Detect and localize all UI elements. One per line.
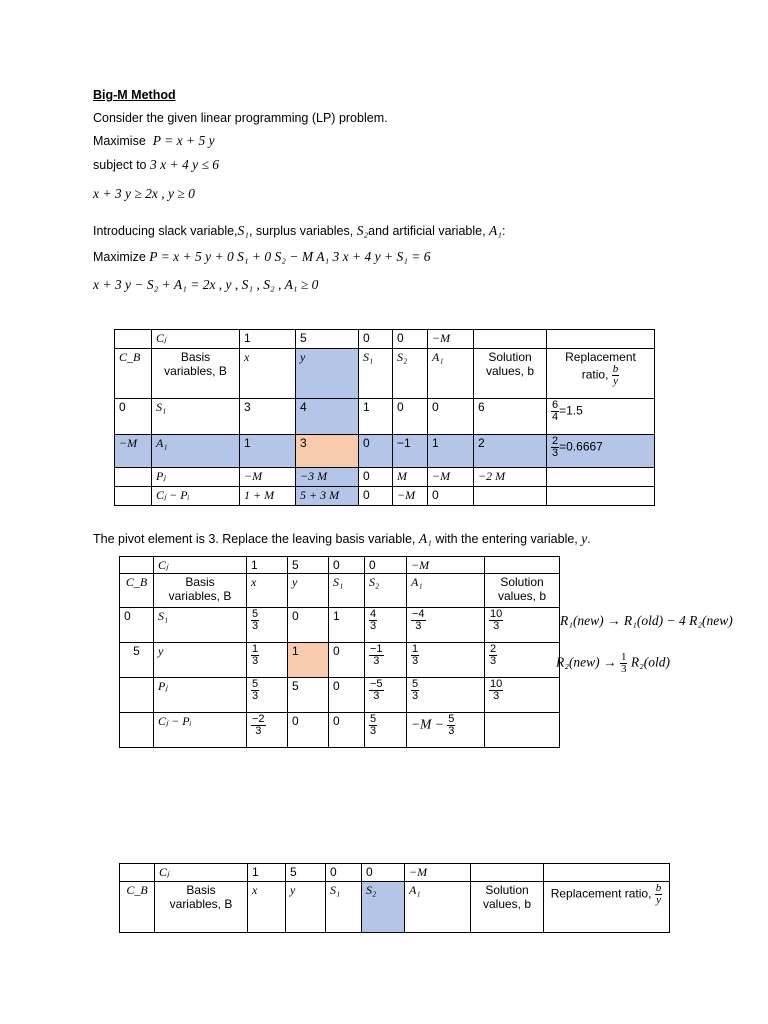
fraction (489, 679, 503, 702)
cell-ratio-header (547, 349, 655, 399)
denominator: y (656, 894, 661, 906)
pivot-text-b: with the entering variable, (435, 532, 578, 546)
cell (407, 678, 485, 713)
numerator: b (612, 363, 619, 375)
numerator: 1 (620, 651, 627, 663)
cell: 3 (240, 399, 296, 435)
fraction (369, 644, 384, 667)
cell (547, 330, 655, 349)
cell (485, 713, 560, 748)
cell: Basis variables, B (152, 349, 240, 399)
cell (115, 330, 152, 349)
denominator: 3 (415, 620, 422, 632)
fraction (251, 679, 259, 702)
cell: 0 (393, 330, 428, 349)
cell: Cⱼ (152, 330, 240, 349)
cell: −1 (393, 435, 428, 468)
cell: Pⱼ (152, 468, 240, 487)
cell-ratio (547, 399, 655, 435)
cell (247, 643, 288, 678)
denominator: 3 (252, 620, 259, 632)
ratio-value: =0.6667 (559, 439, 603, 454)
cell: 0 (115, 399, 152, 435)
cell (485, 643, 560, 678)
cell: C_B (120, 574, 154, 608)
pivot-sentence (93, 531, 591, 547)
intro2-line (93, 223, 505, 239)
intro-text: Consider the given linear programming (LP) problem. (93, 111, 388, 125)
fraction (251, 609, 259, 632)
cell: 1 (240, 330, 296, 349)
table1-row-cj (115, 330, 655, 349)
cell: 6 (474, 399, 547, 435)
cell: x (240, 349, 296, 399)
cell (120, 678, 154, 713)
ratio-label: Replacement ratio, (565, 350, 636, 382)
subject-label: subject to (93, 158, 147, 172)
cell-pivot-column: 5 + 3 M (296, 487, 359, 506)
table1-row-pj (115, 468, 655, 487)
cell-pivot-column: S₂ (362, 882, 405, 933)
pivot-a1: A₁ (418, 531, 432, 546)
cell: 0 (428, 487, 474, 506)
fraction (447, 714, 455, 737)
row-op2-suffix: R₂(old) (630, 654, 670, 670)
maximize-label: Maximize (93, 250, 146, 264)
cell: −M (407, 557, 485, 574)
numerator: 5 (252, 608, 259, 620)
intro2-a1: A₁ (489, 223, 502, 238)
simplex-table-3 (119, 863, 670, 933)
cell: 0 (393, 399, 428, 435)
cell: −2 M (474, 468, 547, 487)
numerator: 10 (490, 608, 503, 620)
denominator: 3 (552, 447, 559, 459)
intro2-text-d: : (502, 224, 506, 238)
pivot-text-c: . (587, 532, 591, 546)
table1-row-cj-pi (115, 487, 655, 506)
cell: 1 (240, 435, 296, 468)
denominator: 3 (255, 725, 262, 737)
cell: S₂ (393, 349, 428, 399)
numerator: 2 (552, 435, 559, 447)
cell: 0 (359, 487, 393, 506)
constraint-line-1 (93, 157, 219, 173)
table2-row-y (120, 643, 560, 678)
cell (544, 864, 670, 882)
cell: Cⱼ (154, 557, 247, 574)
cell-pivot-element: 3 (296, 435, 359, 468)
table3-row-cj (120, 864, 670, 882)
cell: 1 (428, 435, 474, 468)
numerator: 1 (252, 643, 259, 655)
denominator: 3 (252, 690, 259, 702)
cell: Solution values, b (485, 574, 560, 608)
cell: 0 (359, 468, 393, 487)
cell: S₁ (152, 399, 240, 435)
cell: S₁ (326, 882, 362, 933)
cell (120, 557, 154, 574)
fraction (369, 714, 377, 737)
cell (547, 487, 655, 506)
table2-row-cj-pi (120, 713, 560, 748)
cell: −M (428, 468, 474, 487)
cell: 0 (428, 399, 474, 435)
fraction (612, 364, 620, 387)
numerator: 10 (490, 678, 503, 690)
expr-prefix: −M − (411, 716, 444, 732)
table1-row-header (115, 349, 655, 399)
intro2-text-c: and artificial variable, (368, 224, 486, 238)
denominator: y (613, 375, 618, 387)
denominator: 3 (370, 620, 377, 632)
cell (547, 468, 655, 487)
cell: M (393, 468, 428, 487)
denominator: 3 (620, 663, 627, 675)
numerator: 6 (552, 399, 559, 411)
cell (115, 468, 152, 487)
numerator: b (655, 882, 662, 894)
numerator: 5 (252, 678, 259, 690)
denominator: 3 (252, 655, 259, 667)
cell: 0 (365, 557, 407, 574)
cell (407, 643, 485, 678)
objective-line (93, 133, 215, 149)
intro2-s2: S₂ (356, 223, 369, 238)
denominator: 3 (448, 725, 455, 737)
intro2-text-a: Introducing slack variable, (93, 224, 238, 238)
table1-row-s1 (115, 399, 655, 435)
cell: x (247, 574, 288, 608)
numerator: −5 (370, 678, 383, 690)
numerator: −4 (412, 608, 425, 620)
denominator: 3 (412, 690, 419, 702)
cell: 0 (359, 330, 393, 349)
cell-ratio (547, 435, 655, 468)
cell: −M (393, 487, 428, 506)
cell: C_B (120, 882, 155, 933)
row-op2-prefix: R₂(new) → (556, 654, 617, 670)
cell (474, 330, 547, 349)
numerator: −2 (252, 713, 265, 725)
cell: −M (405, 864, 471, 882)
objective2-line (93, 249, 431, 265)
cell: 5 (288, 678, 329, 713)
cell: S₁ (154, 608, 247, 643)
cell: A₁ (405, 882, 471, 933)
fraction (251, 714, 266, 737)
denominator: 3 (373, 655, 380, 667)
fraction (489, 644, 497, 667)
cell (407, 713, 485, 748)
numerator: 1 (412, 643, 419, 655)
cell: 0 (329, 643, 365, 678)
cell: Solution values, b (471, 882, 544, 933)
fraction (369, 609, 377, 632)
table3-row-header (120, 882, 670, 933)
cell (247, 608, 288, 643)
fraction (251, 644, 259, 667)
cell (247, 713, 288, 748)
cell-ratio-header (544, 882, 670, 933)
constraint-2: x + 3 y ≥ 2x , y ≥ 0 (93, 186, 195, 201)
cell: 0 (362, 864, 405, 882)
cell: 0 (329, 713, 365, 748)
cell: Cⱼ − Pᵢ (154, 713, 247, 748)
intro2-text-b: , surplus variables, (248, 224, 354, 238)
cell: A₁ (428, 349, 474, 399)
cell (115, 487, 152, 506)
cell: 0 (329, 557, 365, 574)
cell: Cⱼ − Pᵢ (152, 487, 240, 506)
numerator: 2 (490, 643, 497, 655)
cell: −M (240, 468, 296, 487)
denominator: 3 (373, 690, 380, 702)
fraction (489, 609, 503, 632)
table2-row-header (120, 574, 560, 608)
fraction (551, 400, 559, 423)
cell (407, 608, 485, 643)
fraction (551, 436, 559, 459)
cell: A₁ (152, 435, 240, 468)
cell: −M (428, 330, 474, 349)
pivot-text-a: The pivot element is 3. Replace the leaving basis variable, (93, 532, 416, 546)
fraction (411, 679, 419, 702)
numerator: 5 (412, 678, 419, 690)
constraint-3: x + 3 y − S₂ + A₁ = 2x , y , S₁ , S₂ , A₁ ≥ 0 (93, 277, 319, 292)
cell: 1 + M (240, 487, 296, 506)
intro2-s1: S₁ (237, 223, 249, 238)
page-title: Big-M Method (93, 88, 176, 102)
cell: 1 (329, 608, 365, 643)
fraction (411, 644, 419, 667)
cell-pivot-column: y (296, 349, 359, 399)
numerator: −1 (370, 643, 383, 655)
numerator: 5 (370, 713, 377, 725)
cell (120, 713, 154, 748)
cell: Basis variables, B (154, 574, 247, 608)
table2-row-pj (120, 678, 560, 713)
denominator: 3 (493, 620, 500, 632)
cell (485, 557, 560, 574)
cell: 0 (120, 608, 154, 643)
constraint-1: 3 x + 4 y ≤ 6 (150, 157, 220, 172)
cell: 1 (359, 399, 393, 435)
cell: 0 (359, 435, 393, 468)
table2-row-cj (120, 557, 560, 574)
cell (485, 678, 560, 713)
simplex-table-2 (119, 556, 560, 748)
cell: C_B (115, 349, 152, 399)
cell: 5 (296, 330, 359, 349)
cell: A₁ (407, 574, 485, 608)
cell: 1 (247, 557, 288, 574)
cell: y (288, 574, 329, 608)
cell: −M (115, 435, 152, 468)
cell: S₁ (359, 349, 393, 399)
cell: 5 (288, 557, 329, 574)
fraction (411, 609, 426, 632)
cell (471, 864, 544, 882)
numerator: 4 (370, 608, 377, 620)
denominator: 3 (493, 690, 500, 702)
cell (365, 678, 407, 713)
cell-pivot-element: 1 (288, 643, 329, 678)
cell: S₂ (365, 574, 407, 608)
cell: y (286, 882, 326, 933)
cell (365, 713, 407, 748)
cell: 0 (326, 864, 362, 882)
pivot-y: y (581, 531, 588, 546)
fraction (620, 652, 628, 675)
cell: x (248, 882, 286, 933)
denominator: 3 (370, 725, 377, 737)
cell: 5 (286, 864, 326, 882)
maximise-label: Maximise (93, 134, 146, 148)
ratio-value: =1.5 (559, 403, 583, 418)
denominator: 3 (490, 655, 497, 667)
cell: 0 (288, 608, 329, 643)
cell: Basis variables, B (155, 882, 248, 933)
cell (365, 643, 407, 678)
denominator: 3 (412, 655, 419, 667)
table2-row-s1 (120, 608, 560, 643)
ratio-label: Replacement ratio, (550, 886, 652, 901)
table1-row-a1-pivot (115, 435, 655, 468)
row-operation-2 (556, 652, 670, 675)
cell-pivot-column: −3 M (296, 468, 359, 487)
cell (120, 864, 155, 882)
cell: y (154, 643, 247, 678)
cell: Solution values, b (474, 349, 547, 399)
cell-pivot-column: 4 (296, 399, 359, 435)
numerator: 5 (448, 713, 455, 725)
fraction (655, 883, 663, 906)
cell: 1 (248, 864, 286, 882)
objective2: P = x + 5 y + 0 S₁ + 0 S₂ − M A₁ 3 x + 4 y + S₁ = 6 (149, 249, 431, 264)
cell: S₁ (329, 574, 365, 608)
row-operation-1: R₁(new) → R₁(old) − 4 R₂(new) (560, 613, 733, 628)
simplex-table-1 (114, 329, 655, 506)
cell (474, 487, 547, 506)
cell (365, 608, 407, 643)
cell: 2 (474, 435, 547, 468)
objective-function: P = x + 5 y (152, 133, 215, 148)
cell: 0 (329, 678, 365, 713)
cell: 0 (288, 713, 329, 748)
fraction (369, 679, 384, 702)
cell: Cⱼ (155, 864, 248, 882)
cell (247, 678, 288, 713)
cell: Pⱼ (154, 678, 247, 713)
cell (485, 608, 560, 643)
cell: 5 (120, 643, 154, 678)
denominator: 4 (552, 411, 559, 423)
